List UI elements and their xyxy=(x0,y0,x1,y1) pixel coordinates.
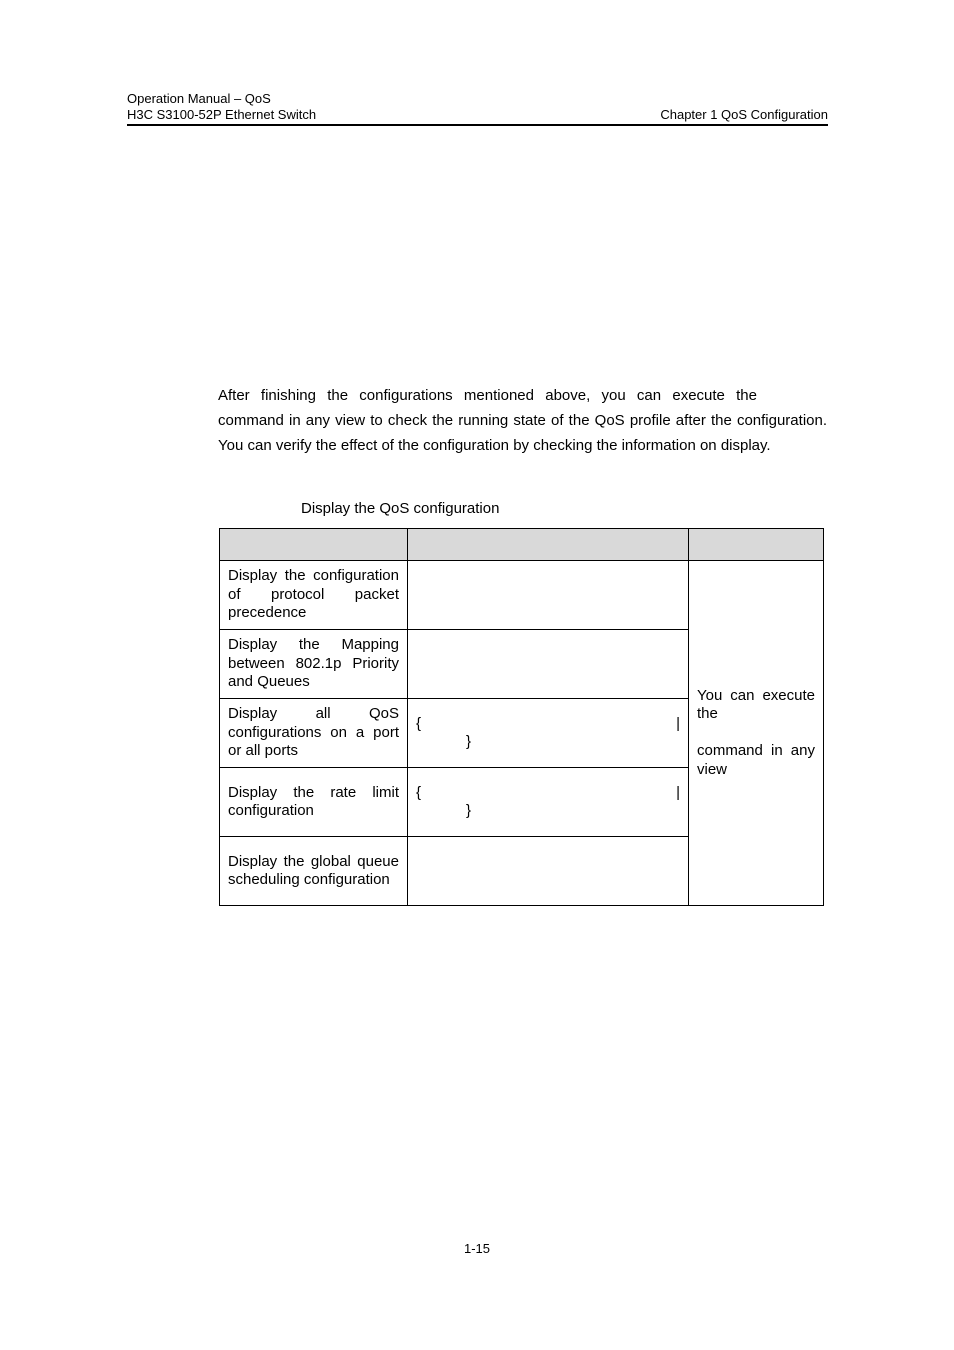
command-open-brace: { xyxy=(416,714,422,732)
command-cell xyxy=(408,699,689,768)
table-header-row xyxy=(220,529,824,561)
operation-cell: Display the global queue scheduling configuration xyxy=(220,837,408,906)
page-number: 1-15 xyxy=(463,1241,491,1256)
command-open-brace: { xyxy=(416,783,422,801)
command-cell xyxy=(408,561,689,630)
intro-text-part2: command in any view to check the running state of the QoS profile after the configuration. You can verify the effect of the configuration by checking the information on display. xyxy=(218,412,827,454)
command-pipe: | xyxy=(676,714,680,732)
header-cell-operation xyxy=(220,529,408,561)
operation-cell: Display the configuration of protocol packet precedence xyxy=(220,561,408,630)
command-cell xyxy=(408,768,689,837)
intro-text-part1: After finishing the configurations mentioned above, you can execute the xyxy=(218,387,757,404)
command-close-brace: } xyxy=(466,733,472,750)
header-cell-description xyxy=(689,529,824,561)
operation-cell: Display the Mapping between 802.1p Priority and Queues xyxy=(220,630,408,699)
header-manual-title: Operation Manual – QoS xyxy=(127,91,271,106)
operation-cell: Display the rate limit configuration xyxy=(220,768,408,837)
table-caption: Display the QoS configuration xyxy=(301,500,500,517)
description-cell xyxy=(689,561,824,906)
header-cell-command xyxy=(408,529,689,561)
command-cell xyxy=(408,837,689,906)
intro-paragraph xyxy=(218,383,827,458)
command-cell xyxy=(408,630,689,699)
qos-display-table xyxy=(219,528,824,906)
header-chapter: Chapter 1 QoS Configuration xyxy=(660,107,828,122)
operation-cell: Display all QoS configurations on a port or all ports xyxy=(220,699,408,768)
header-rule xyxy=(127,124,828,126)
command-pipe: | xyxy=(676,783,680,801)
table-row xyxy=(220,561,824,630)
command-close-brace: } xyxy=(466,802,472,819)
description-text-part2: command in any view xyxy=(697,742,815,778)
header-product-name: H3C S3100-52P Ethernet Switch xyxy=(127,107,317,122)
header-left xyxy=(127,91,316,123)
description-text-part1: You can execute the xyxy=(697,686,815,723)
